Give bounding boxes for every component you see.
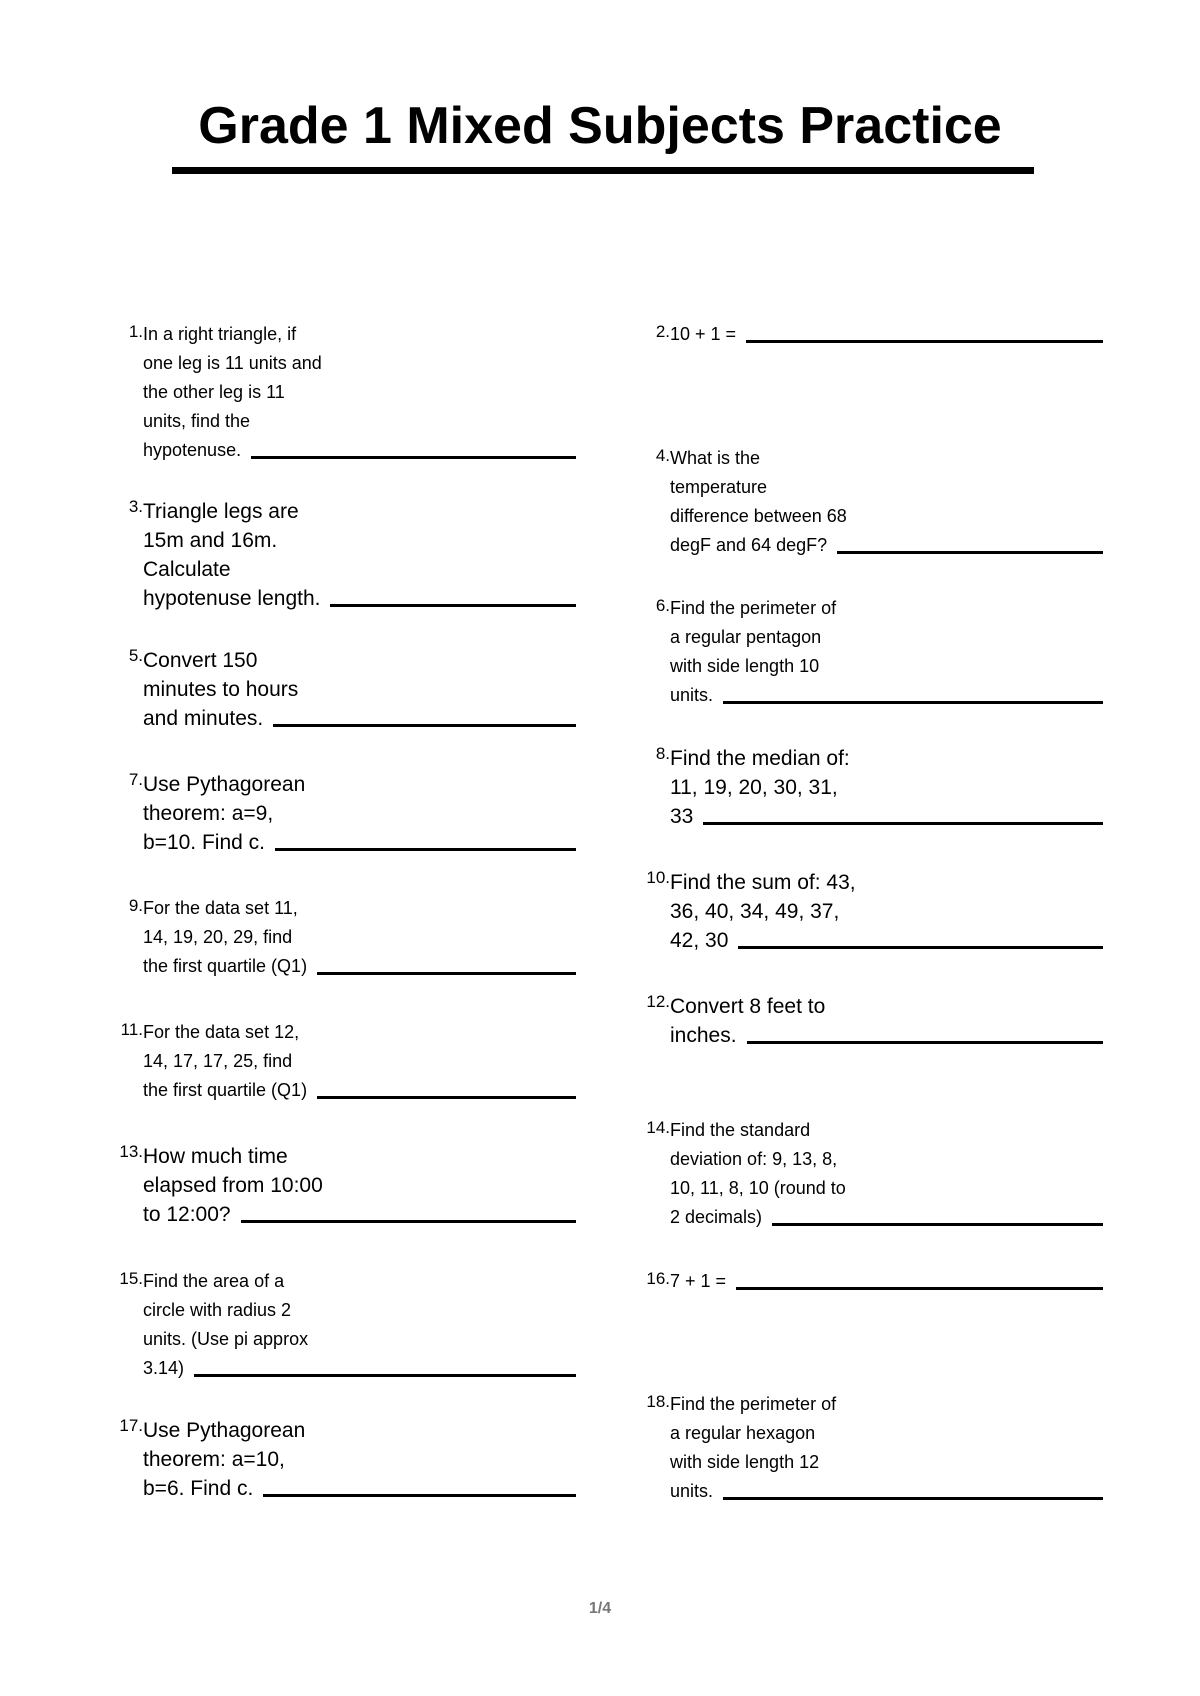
question-line — [670, 773, 1103, 802]
title-underline — [172, 167, 1034, 174]
question-line-text: the other leg is 11 — [143, 382, 285, 402]
question-text — [670, 868, 1103, 955]
question-line-text: degF and 64 degF? — [670, 535, 828, 555]
question-line-text: Find the area of a — [143, 1271, 285, 1291]
question-line — [143, 1416, 576, 1445]
question-line — [143, 770, 576, 799]
question-line-text: with side length 10 — [670, 656, 820, 676]
question-line-text: one leg is 11 units and — [143, 353, 322, 373]
question-text — [143, 1267, 576, 1383]
question-text — [143, 770, 576, 857]
question-last-line — [143, 584, 576, 613]
answer-blank[interactable] — [746, 340, 1103, 343]
question-text — [670, 744, 1103, 831]
question-line — [670, 1145, 1103, 1174]
answer-blank[interactable] — [317, 1096, 576, 1099]
question-number: 6. — [655, 596, 670, 615]
question-line — [143, 1047, 576, 1076]
question-line-text: Find the standard — [670, 1120, 811, 1140]
question-last-line — [670, 681, 1103, 710]
question-text — [670, 1116, 1103, 1232]
question-line-text: Find the perimeter of — [670, 598, 837, 618]
question-number: 2. — [655, 322, 670, 341]
answer-blank[interactable] — [317, 972, 576, 975]
question-number: 7. — [128, 770, 143, 789]
question-line-text: theorem: a=10, — [143, 1448, 285, 1471]
question-line — [143, 526, 576, 555]
question-last-line — [143, 828, 576, 857]
question-last-line — [143, 1076, 576, 1105]
answer-blank[interactable] — [747, 1041, 1103, 1044]
question-line-text: 2 decimals) — [670, 1207, 763, 1227]
question-number: 10. — [646, 868, 670, 887]
question-line — [143, 799, 576, 828]
question-line-text: 10 + 1 = — [670, 324, 737, 344]
question-text — [143, 1018, 576, 1105]
question-line-text: elapsed from 10:00 — [143, 1174, 323, 1197]
answer-blank[interactable] — [738, 946, 1103, 949]
question-number: 11. — [120, 1020, 143, 1039]
question-number: 16. — [646, 1269, 670, 1288]
question-line — [670, 444, 1103, 473]
answer-blank[interactable] — [736, 1287, 1103, 1290]
question-line-text: Use Pythagorean — [143, 773, 306, 796]
question-line — [143, 497, 576, 526]
question-line — [143, 1142, 576, 1171]
question-last-line — [670, 1203, 1103, 1232]
answer-blank[interactable] — [772, 1223, 1103, 1226]
question-line-text: 15m and 16m. — [143, 529, 278, 552]
question-line — [143, 320, 576, 349]
question-text — [143, 497, 576, 613]
question-line — [143, 1171, 576, 1200]
question-line-text: difference between 68 — [670, 506, 847, 526]
question-line-text: deviation of: 9, 13, 8, — [670, 1149, 838, 1169]
question-line-text: hypotenuse. — [143, 440, 242, 460]
question-line — [670, 992, 1103, 1021]
question-line-text: 14, 17, 17, 25, find — [143, 1051, 293, 1071]
question-line-text: Find the perimeter of — [670, 1394, 837, 1414]
answer-blank[interactable] — [723, 701, 1103, 704]
question-number: 1. — [128, 322, 143, 341]
question-line-text: hypotenuse length. — [143, 587, 321, 610]
question-line-text: b=6. Find c. — [143, 1477, 254, 1500]
question-last-line — [670, 926, 1103, 955]
question-line-text: Find the median of: — [670, 747, 850, 770]
question-line-text: How much time — [143, 1145, 288, 1168]
answer-blank[interactable] — [273, 724, 576, 727]
question-line — [143, 555, 576, 584]
question-line — [670, 744, 1103, 773]
question-line — [670, 1174, 1103, 1203]
question-last-line — [670, 531, 1103, 560]
question-line-text: Find the sum of: 43, — [670, 871, 856, 894]
question-number: 18. — [646, 1392, 670, 1411]
question-line — [143, 1445, 576, 1474]
question-text — [670, 992, 1103, 1050]
question-number: 5. — [128, 646, 143, 665]
question-line-text: 33 — [670, 805, 694, 828]
question-line — [143, 407, 576, 436]
question-line — [670, 1116, 1103, 1145]
question-line-text: 7 + 1 = — [670, 1271, 727, 1291]
question-number: 12. — [646, 992, 670, 1011]
question-line — [670, 652, 1103, 681]
question-line — [670, 868, 1103, 897]
answer-blank[interactable] — [251, 456, 576, 459]
question-line — [670, 1448, 1103, 1477]
question-line-text: What is the — [670, 448, 761, 468]
question-line — [670, 502, 1103, 531]
question-line — [670, 1390, 1103, 1419]
question-line — [670, 623, 1103, 652]
question-line-text: Triangle legs are — [143, 500, 299, 523]
question-line-text: Convert 8 feet to — [670, 995, 826, 1018]
answer-blank[interactable] — [241, 1220, 576, 1223]
question-line-text: In a right triangle, if — [143, 324, 297, 344]
question-number: 4. — [655, 446, 670, 465]
question-number: 13. — [119, 1142, 143, 1161]
question-line-text: units. — [670, 1481, 714, 1501]
question-text — [143, 894, 576, 981]
question-line-text: Convert 150 — [143, 649, 258, 672]
question-number: 14. — [646, 1118, 670, 1137]
question-text — [143, 1416, 576, 1503]
question-last-line — [143, 704, 576, 733]
answer-blank[interactable] — [837, 551, 1103, 554]
question-last-line — [143, 1474, 576, 1503]
question-line-text: theorem: a=9, — [143, 802, 274, 825]
question-line-text: the first quartile (Q1) — [143, 956, 308, 976]
question-line-text: minutes to hours — [143, 678, 299, 701]
answer-blank[interactable] — [330, 604, 576, 607]
question-line — [670, 1419, 1103, 1448]
question-line — [670, 594, 1103, 623]
question-number: 15. — [119, 1269, 143, 1288]
question-line-text: Calculate — [143, 558, 231, 581]
question-last-line — [670, 1267, 1103, 1296]
question-line — [143, 1018, 576, 1047]
question-number: 17. — [119, 1416, 143, 1435]
question-number: 8. — [655, 744, 670, 763]
answer-blank[interactable] — [723, 1497, 1103, 1500]
question-text — [143, 1142, 576, 1229]
question-text — [670, 1390, 1103, 1506]
question-line-text: temperature — [670, 477, 768, 497]
question-line-text: a regular pentagon — [670, 627, 822, 647]
question-text — [670, 444, 1103, 560]
question-number: 3. — [128, 497, 143, 516]
question-line-text: 14, 19, 20, 29, find — [143, 927, 293, 947]
question-line — [143, 646, 576, 675]
question-text — [143, 646, 576, 733]
question-last-line — [670, 1477, 1103, 1506]
question-text — [143, 320, 576, 465]
question-line-text: Use Pythagorean — [143, 1419, 306, 1442]
question-number: 9. — [128, 896, 143, 915]
question-line-text: 10, 11, 8, 10 (round to — [670, 1178, 846, 1198]
question-line — [143, 1267, 576, 1296]
question-text — [670, 594, 1103, 710]
question-line-text: 11, 19, 20, 30, 31, — [670, 776, 838, 799]
question-line — [143, 378, 576, 407]
worksheet-title: Grade 1 Mixed Subjects Practice — [198, 97, 1002, 155]
question-line-text: circle with radius 2 — [143, 1300, 292, 1320]
question-last-line — [143, 1354, 576, 1383]
question-last-line — [143, 436, 576, 465]
question-line — [143, 675, 576, 704]
question-line-text: to 12:00? — [143, 1203, 231, 1226]
question-line — [670, 897, 1103, 926]
question-line — [143, 894, 576, 923]
page-number: 1/4 — [588, 1600, 612, 1617]
question-last-line — [670, 1021, 1103, 1050]
question-line-text: and minutes. — [143, 707, 264, 730]
question-line-text: 3.14) — [143, 1358, 185, 1378]
question-line — [143, 349, 576, 378]
question-line-text: For the data set 11, — [143, 898, 298, 918]
question-line-text: b=10. Find c. — [143, 831, 265, 854]
answer-blank[interactable] — [703, 822, 1103, 825]
question-line-text: 36, 40, 34, 49, 37, — [670, 900, 840, 923]
question-last-line — [670, 320, 1103, 349]
question-line — [143, 1325, 576, 1354]
question-text — [670, 320, 1103, 349]
question-line-text: units. — [670, 685, 714, 705]
question-last-line — [670, 802, 1103, 831]
question-line — [670, 473, 1103, 502]
question-line — [143, 1296, 576, 1325]
question-line-text: inches. — [670, 1024, 737, 1047]
question-text — [670, 1267, 1103, 1296]
answer-blank[interactable] — [194, 1374, 576, 1377]
question-line-text: units, find the — [143, 411, 251, 431]
question-line-text: 42, 30 — [670, 929, 729, 952]
answer-blank[interactable] — [263, 1494, 576, 1497]
question-line-text: units. (Use pi approx — [143, 1329, 309, 1349]
question-line-text: For the data set 12, — [143, 1022, 300, 1042]
question-line-text: a regular hexagon — [670, 1423, 816, 1443]
question-line-text: with side length 12 — [670, 1452, 820, 1472]
question-line-text: the first quartile (Q1) — [143, 1080, 308, 1100]
question-last-line — [143, 952, 576, 981]
question-line — [143, 923, 576, 952]
answer-blank[interactable] — [275, 848, 576, 851]
question-last-line — [143, 1200, 576, 1229]
